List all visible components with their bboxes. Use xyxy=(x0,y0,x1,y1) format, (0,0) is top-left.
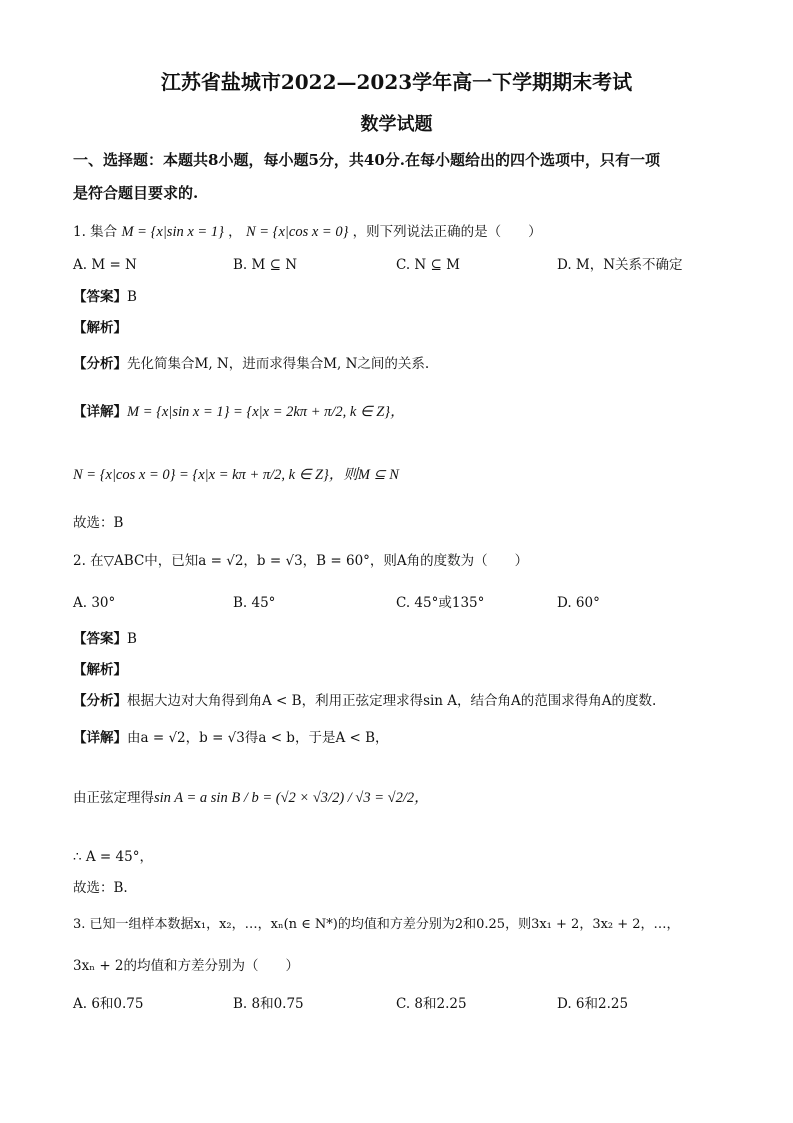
q2-choose-value: B. xyxy=(113,880,128,896)
q2-fenxi-text: 根据大边对大角得到角A < B，利用正弦定理求得sin A，结合角A的范围求得角A的度数. xyxy=(127,693,657,709)
section-heading-line1: 一、选择题：本题共8小题，每小题5分，共40分.在每小题给出的四个选项中，只有一项 xyxy=(73,151,660,169)
q1-option-d: D. M，N关系不确定 xyxy=(557,257,683,273)
fenxi-label: 【分析】 xyxy=(73,356,127,372)
q2-option-b: B. 45° xyxy=(233,595,276,611)
q3-stem2-text: 3xₙ + 2的均值和方差分别为（ ） xyxy=(73,958,300,974)
q1-option-c: C. N ⊆ M xyxy=(396,257,460,273)
q1-detail2-text: N = {x|cos x = 0} = {x|x = kπ + π/2, k ∈ Z}，则M ⊆ N xyxy=(73,467,399,483)
q1-answer xyxy=(73,289,137,305)
question-2-stem xyxy=(73,553,528,569)
q3-option-d: D. 6和2.25 xyxy=(557,996,629,1012)
q2-detail2-formula: sin A = a sin B / b = (√2 × √3/2) / √3 = √2/2， xyxy=(154,790,429,806)
q1-fenxi-text: 先化简集合M, N，进而求得集合M, N之间的关系. xyxy=(127,356,430,372)
q1-fenxi xyxy=(73,356,429,372)
q2-answer xyxy=(73,631,137,647)
q3-option-a: A. 6和0.75 xyxy=(73,996,144,1012)
q1-tail: ，则下列说法正确的是（ ） xyxy=(352,224,542,240)
answer-label: 【答案】 xyxy=(73,631,127,647)
q3-option-c: C. 8和2.25 xyxy=(396,996,467,1012)
question-3-stem-line1 xyxy=(73,917,680,933)
choose-label: 故选： xyxy=(73,515,114,531)
q1-answer-value: B xyxy=(127,289,137,305)
analysis-label: 【解析】 xyxy=(73,320,127,336)
q2-analysis-label xyxy=(73,662,127,678)
q3-stem1-text: 3. 已知一组样本数据x₁，x₂，…，xₙ(n ∈ N*)的均值和方差分别为2和0.25，则3x₁ + 2，3x₂ + 2，…， xyxy=(73,917,680,932)
q2-option-d: D. 60° xyxy=(557,595,600,611)
document-title: 江苏省盐城市2022—2023学年高一下学期期末考试 xyxy=(160,70,633,94)
q1-option-a: A. M = N xyxy=(73,257,137,273)
q2-detail-line1 xyxy=(73,730,389,746)
question-3-stem-line2 xyxy=(73,958,299,974)
q2-fenxi xyxy=(73,693,656,709)
fenxi-label: 【分析】 xyxy=(73,693,127,709)
answer-label: 【答案】 xyxy=(73,289,127,305)
detail-label: 【详解】 xyxy=(73,404,127,420)
q2-answer-value: B xyxy=(127,631,137,647)
q2-stem-text: 2. 在▽ABC中，已知a = √2，b = √3，B = 60°，则A角的度数为（ ） xyxy=(73,553,529,569)
q2-option-c: C. 45°或135° xyxy=(396,595,485,611)
q2-choose xyxy=(73,880,128,896)
q2-detail-line2 xyxy=(73,790,429,807)
question-1-stem xyxy=(73,224,542,241)
q1-number: 1. 集合 xyxy=(73,224,118,240)
q1-option-b: B. M ⊆ N xyxy=(233,257,298,273)
q2-detail3-text: ∴ A = 45°， xyxy=(73,849,153,865)
q1-detail-line1 xyxy=(73,404,405,421)
q1-choose-value: B xyxy=(113,515,124,531)
q2-detail1-text: 由a = √2，b = √3得a < b，于是A < B， xyxy=(127,730,389,746)
q1-set-n: N = {x|cos x = 0} xyxy=(245,224,349,240)
choose-label: 故选： xyxy=(73,880,114,896)
q3-option-b: B. 8和0.75 xyxy=(233,996,304,1012)
q1-comma: ， xyxy=(228,224,242,240)
document-subtitle: 数学试题 xyxy=(360,114,433,135)
q1-choose xyxy=(73,515,123,531)
detail-label: 【详解】 xyxy=(73,730,127,746)
q2-detail2-prefix: 由正弦定理得 xyxy=(73,790,154,806)
q1-detail1-text: M = {x|sin x = 1} = {x|x = 2kπ + π/2, k ∈ Z}， xyxy=(127,404,405,420)
q1-detail-line2 xyxy=(73,467,399,484)
q2-detail-line3 xyxy=(73,849,153,865)
analysis-label: 【解析】 xyxy=(73,662,127,678)
q1-analysis-label xyxy=(73,320,127,336)
q2-option-a: A. 30° xyxy=(73,595,116,611)
section-heading-line2: 是符合题目要求的. xyxy=(73,184,199,202)
q1-set-m: M = {x|sin x = 1} xyxy=(121,224,224,240)
